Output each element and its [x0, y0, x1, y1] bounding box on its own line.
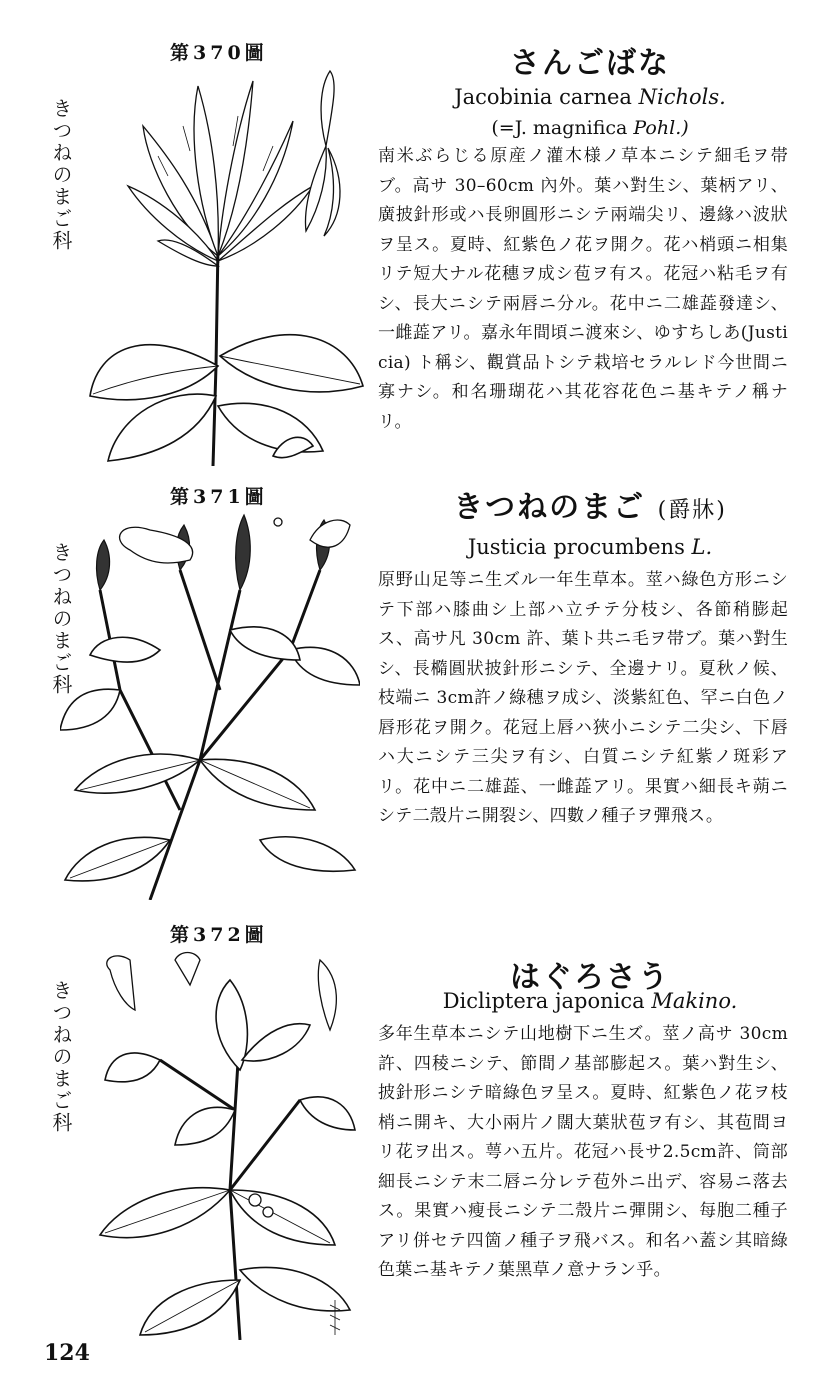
scientific-name [380, 534, 800, 560]
sci-genus: Dicliptera japonica [442, 989, 645, 1013]
figure-label: 第370圖 [170, 42, 268, 64]
scientific-name [380, 84, 800, 110]
synonym-name: (=J. magnifica [491, 117, 628, 139]
page-number: 124 [44, 1340, 90, 1366]
family-label: きつねのまご科 [49, 980, 73, 1134]
description: 原野山足等ニ生ズル一年生草本。莖ハ綠色方形ニシテ下部ハ膝曲シ上部ハ立チテ分枝シ、各節稍膨起ス、高サ凡 30cm 許、葉ト共ニ毛ヲ帯ブ。葉ハ對生シ、長橢圓狀披針形ニシテ、全邊ナリ。夏秋ノ候、枝端ニ 3cm許ノ綠穗ヲ成シ、淡紫紅色、罕ニ白色ノ唇形花ヲ開ク。花冠上唇ハ狹小ニシテ二尖シ、下唇ハ大ニシテ三尖ヲ有シ、白質ニシテ紅紫ノ斑彩アリ。花中ニ二雄蕋、一雌蕋アリ。果實ハ細長キ蒴ニシテ二殼片ニ開裂シ、四數ノ種子ヲ彈飛ス。 [378, 570, 788, 826]
figure-label: 第371圖 [170, 486, 268, 508]
description: 多年生草本ニシテ山地樹下ニ生ズ。莖ノ高サ 30cm 許、四稜ニシテ、節間ノ基部膨起ス。葉ハ對生シ、披針形ニシテ暗綠色ヲ呈ス。夏時、紅紫色ノ花ヲ枝梢ニ開キ、大小兩片ノ闊大葉狀苞ヲ有シ、其苞間ヨリ花ヲ出ス。萼ハ五片。花冠ハ長サ2.5cm許、筒部細長ニシテ末二唇ニ分レテ苞外ニ出デ、容易ニ落去ス。果實ハ瘦長ニシテ二殼片ニ彈開シ、每胞二種子アリ併セテ四箇ノ種子ヲ飛バス。和名ハ蓋シ其暗綠色葉ニ基キテノ葉黑草ノ意ナラン乎。 [378, 1024, 788, 1280]
japanese-name [380, 482, 800, 526]
sci-author: Makino. [651, 989, 738, 1013]
japanese-alt-name: (爵牀) [657, 498, 727, 523]
synonym-author: Pohl.) [633, 117, 689, 139]
sci-author: L. [691, 535, 713, 559]
sci-genus: Justicia procumbens [467, 535, 685, 559]
entry-372 [0, 920, 840, 1340]
plant-illustration-dicliptera [90, 950, 360, 1340]
entry-371 [0, 482, 840, 912]
sci-author: Nichols. [638, 85, 726, 109]
scientific-name [380, 988, 800, 1014]
family-label: きつねのまご科 [49, 542, 73, 696]
sci-genus: Jacobinia carnea [454, 85, 632, 109]
plant-illustration-justicia [60, 510, 360, 900]
japanese-name-text: はぐろさう [510, 960, 670, 995]
family-label: きつねのまご科 [49, 98, 73, 252]
japanese-name-text: さんごばな [510, 46, 670, 81]
entry-370 [0, 38, 840, 468]
description: 南米ぶらじる原産ノ灌木様ノ草本ニシテ細毛ヲ帯ブ。高サ 30–60cm 內外。葉ハ對生シ、葉柄アリ、廣披針形或ハ長卵圓形ニシテ兩端尖リ、邊緣ハ波狀ヲ呈ス。夏時、紅紫色ノ花ヲ開ク。花ハ梢頭ニ相集リテ短大ナル花穗ヲ成シ苞ヲ有ス。花冠ハ粘毛ヲ有シ、長大ニシテ兩唇ニ分ル。花中ニ二雄蕋發達シ、一雌蕋アリ。嘉永年間頃ニ渡來シ、ゆすちしあ(Justicia) ト稱シ、觀賞品トシテ栽培セラルレド今世間ニ寡ナシ。和名珊瑚花ハ其花容花色ニ基キテノ稱ナリ。 [378, 146, 788, 432]
plant-illustration-jacobinia [88, 66, 368, 466]
japanese-name [380, 38, 800, 82]
japanese-name-text: きつねのまご [453, 490, 646, 525]
figure-label: 第372圖 [170, 924, 268, 946]
synonym [380, 115, 800, 141]
